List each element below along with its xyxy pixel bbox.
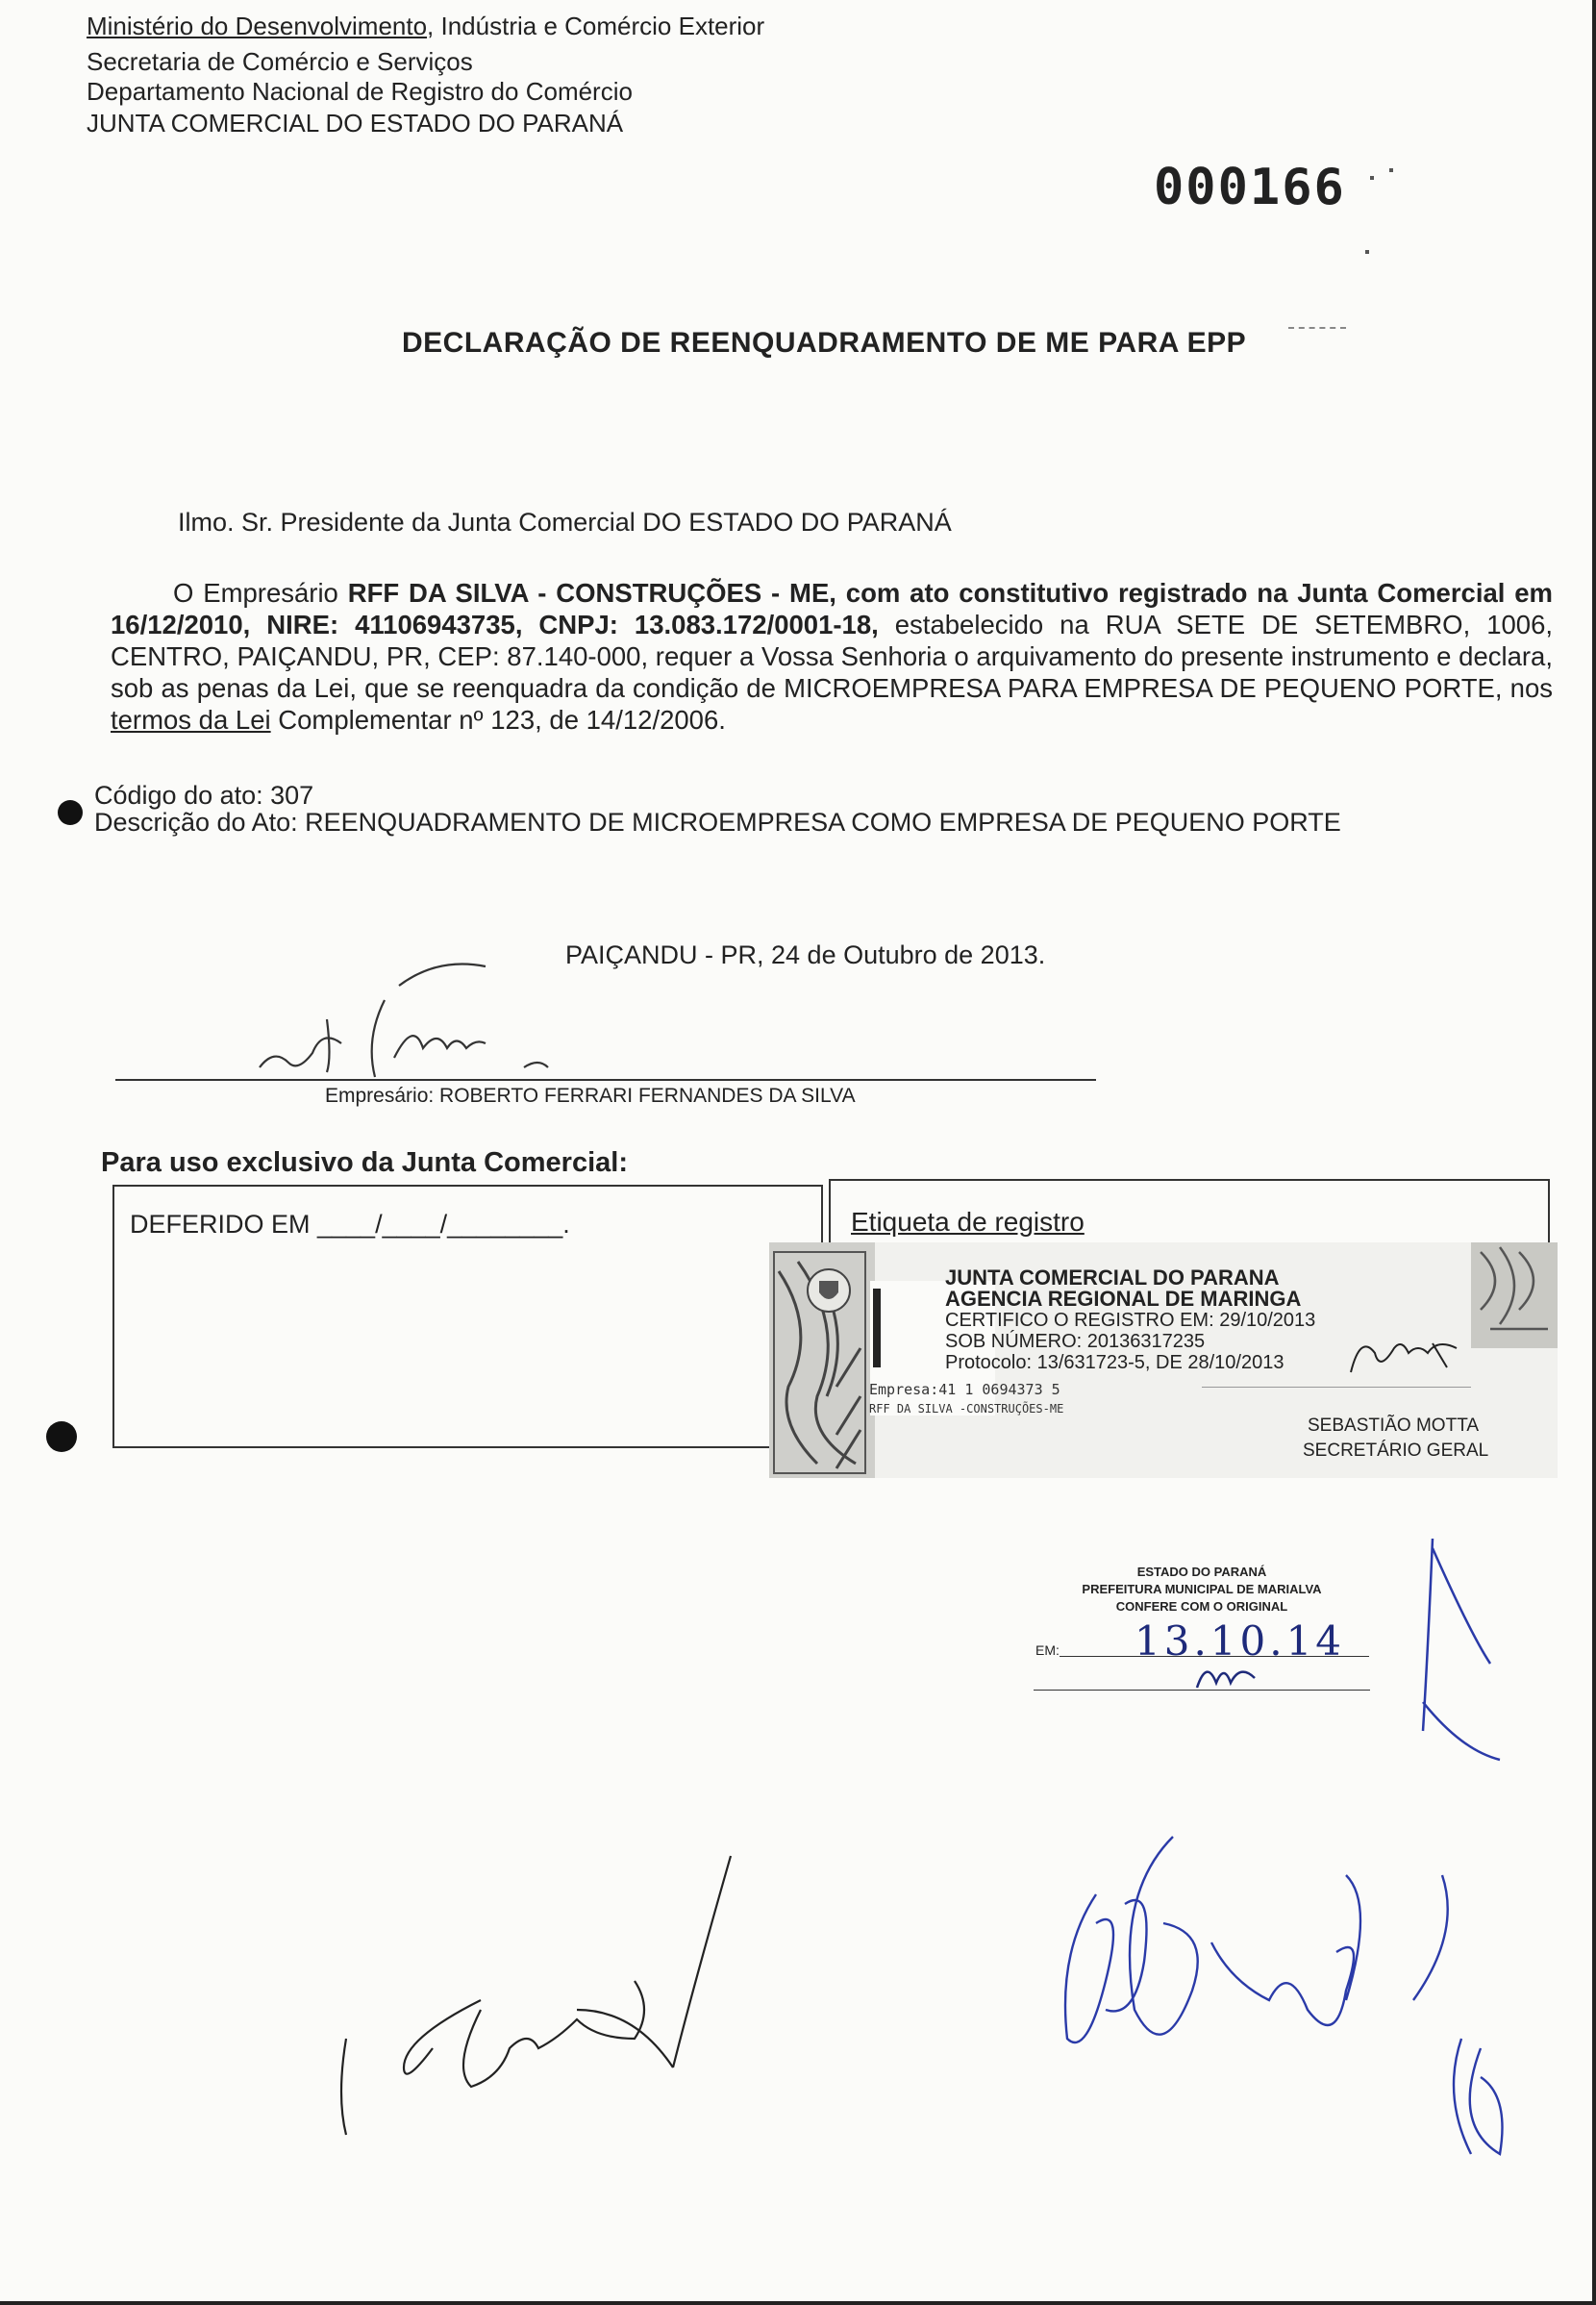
- header-ministry: [87, 12, 764, 40]
- label-empresa-name: RFF DA SILVA -CONSTRUÇÕES-ME: [869, 1402, 1064, 1416]
- stamp-date: 13.10.14: [1135, 1617, 1346, 1665]
- deferido-field: DEFERIDO EM ____/____/________.: [130, 1210, 570, 1239]
- blue-signature: [1038, 1817, 1538, 2202]
- place-date: PAIÇANDU - PR, 24 de Outubro de 2013.: [565, 940, 1046, 969]
- label-signer-role: SECRETÁRIO GERAL: [1303, 1441, 1489, 1461]
- scan-speck-2: [1389, 168, 1393, 172]
- stamp-em-label: EM:: [1035, 1642, 1060, 1658]
- label-emblem-strip: [769, 1242, 875, 1478]
- black-signature: [308, 1846, 750, 2154]
- label-pattern-corner: [1471, 1242, 1558, 1348]
- label-line2: AGENCIA REGIONAL DE MARINGA: [945, 1287, 1302, 1311]
- registration-label: [769, 1242, 1558, 1478]
- label-barcode: [873, 1289, 881, 1367]
- declaration-body: [111, 577, 1553, 736]
- blue-initial-signature: [1404, 1529, 1519, 1798]
- document-number: 000166: [1154, 159, 1346, 216]
- label-line5: Protocolo: 13/631723-5, DE 28/10/2013: [945, 1352, 1284, 1373]
- header-secretaria: Secretaria de Comércio e Serviços: [87, 47, 473, 76]
- header-junta: JUNTA COMERCIAL DO ESTADO DO PARANÁ: [87, 109, 624, 138]
- signature-line: [115, 1079, 1096, 1081]
- salutation: Ilmo. Sr. Presidente da Junta Comercial DO ESTADO DO PARANÁ: [178, 508, 952, 537]
- body-end: Complementar nº 123, de 14/12/2006.: [270, 705, 726, 735]
- descricao-ato: Descrição do Ato: REENQUADRAMENTO DE MICROEMPRESA COMO EMPRESA DE PEQUENO PORTE: [94, 808, 1341, 837]
- etiqueta-heading: Etiqueta de registro: [851, 1207, 1085, 1237]
- uso-exclusivo-heading: Para uso exclusivo da Junta Comercial:: [101, 1147, 628, 1178]
- stamp-line3: CONFERE COM O ORIGINAL: [1115, 1599, 1288, 1614]
- document-title: DECLARAÇÃO DE REENQUADRAMENTO DE ME PARA EPP: [402, 327, 1247, 359]
- punch-hole-mark: [58, 800, 83, 825]
- punch-hole-mark-2: [46, 1421, 77, 1452]
- header-ministry-name: Ministério do Desenvolvimento: [87, 12, 428, 40]
- body-underlined: termos da Lei: [111, 705, 271, 735]
- body-intro: O Empresário: [173, 578, 348, 608]
- body-company: RFF DA SILVA - CONSTRUÇÕES - ME, com ato constitutivo registrado na Junta Comercial em 16/12/2010, NIRE: 41106943735, CNPJ: 13.083.172/0001-18,: [111, 578, 1553, 639]
- label-signature: [1346, 1334, 1490, 1382]
- scan-dash: [1288, 327, 1346, 329]
- scan-speck-3: [1365, 250, 1369, 254]
- empresario-name: Empresário: ROBERTO FERRARI FERNANDES DA SILVA: [325, 1085, 856, 1107]
- label-line4: SOB NÚMERO: 20136317235: [945, 1331, 1206, 1352]
- scan-speck: [1370, 176, 1374, 180]
- label-empresa: Empresa:41 1 0694373 5: [869, 1381, 1060, 1398]
- label-line1: JUNTA COMERCIAL DO PARANA: [945, 1265, 1280, 1290]
- stamp-initials: [1192, 1659, 1269, 1697]
- stamp-line1: ESTADO DO PARANÁ: [1136, 1565, 1267, 1579]
- label-line3: CERTIFICO O REGISTRO EM: 29/10/2013: [945, 1310, 1316, 1331]
- header-ministry-suffix: , Indústria e Comércio Exterior: [427, 12, 765, 40]
- stamp-line2: PREFEITURA MUNICIPAL DE MARIALVA: [1082, 1582, 1322, 1596]
- header-departamento: Departamento Nacional de Registro do Comércio: [87, 77, 633, 106]
- empresario-signature: [240, 962, 625, 1087]
- body-text: estabelecido na RUA SETE DE SETEMBRO, 1006, CENTRO, PAIÇANDU, PR, CEP: 87.140-000, requer a Vossa Senhoria o arquivamento do presente instrumento e declara, sob as penas da Lei, que se reenquadra da condição de MICROEMPRESA PARA EMPRESA DE PEQUENO PORTE, nos: [111, 610, 1554, 703]
- stamp-line-2: [1034, 1690, 1370, 1691]
- label-signer: SEBASTIÃO MOTTA: [1308, 1416, 1480, 1436]
- codigo-ato: Código do ato: 307: [94, 781, 314, 810]
